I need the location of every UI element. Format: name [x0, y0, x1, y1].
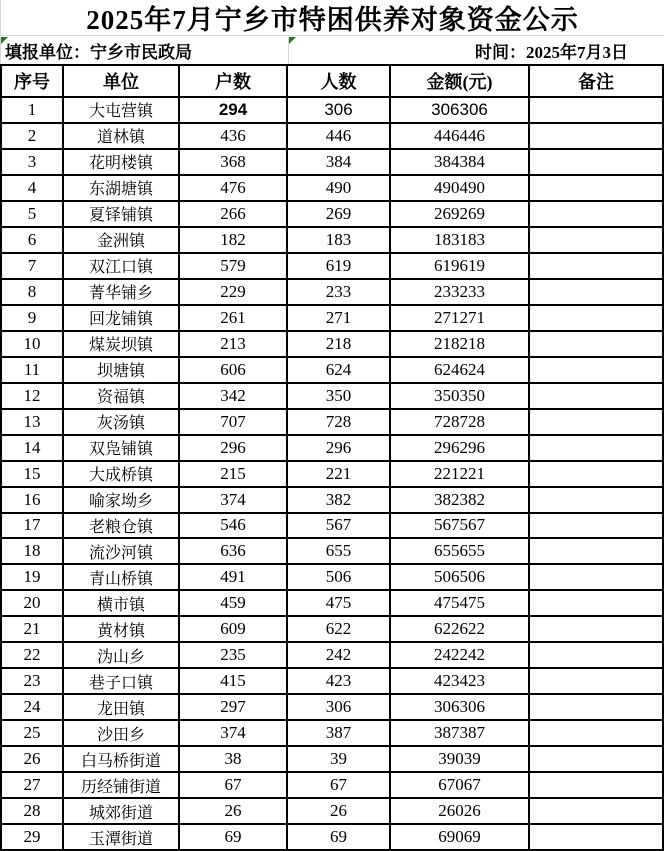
- cell-seq: 24: [2, 695, 64, 719]
- cell-unit: 夏铎铺镇: [64, 202, 180, 226]
- cell-unit: 横市镇: [64, 591, 180, 615]
- cell-people: 384: [288, 150, 391, 174]
- table-row: [2, 436, 662, 462]
- table-row: [2, 280, 662, 306]
- cell-amount: 655655: [391, 539, 530, 563]
- cell-unit: 沩山乡: [64, 643, 180, 667]
- cell-households: 459: [180, 591, 288, 615]
- cell-seq: 23: [2, 669, 64, 693]
- cell-amount: 296296: [391, 436, 530, 460]
- cell-unit: 双江口镇: [64, 254, 180, 278]
- cell-seq: 9: [2, 306, 64, 330]
- cell-people: 490: [288, 176, 391, 200]
- cell-remark: [530, 150, 662, 174]
- cell-households: 213: [180, 332, 288, 356]
- cell-amount: 39039: [391, 747, 530, 771]
- cell-amount: 387387: [391, 721, 530, 745]
- table-row: [2, 721, 662, 747]
- table-row: [2, 695, 662, 721]
- cell-households: 182: [180, 228, 288, 252]
- cell-people: 271: [288, 306, 391, 330]
- cell-households: 215: [180, 462, 288, 486]
- cell-people: 67: [288, 773, 391, 797]
- cell-remark: [530, 617, 662, 641]
- cell-people: 218: [288, 332, 391, 356]
- cell-unit: 灰汤镇: [64, 410, 180, 434]
- table-row: [2, 228, 662, 254]
- cell-households: 579: [180, 254, 288, 278]
- cell-households: 296: [180, 436, 288, 460]
- cell-people: 269: [288, 202, 391, 226]
- cell-unit: 花明楼镇: [64, 150, 180, 174]
- cell-remark: [530, 228, 662, 252]
- cell-remark: [530, 695, 662, 719]
- cell-amount: 271271: [391, 306, 530, 330]
- header-people: 人数: [288, 66, 391, 96]
- cell-people: 306: [288, 695, 391, 719]
- cell-unit: 东湖塘镇: [64, 176, 180, 200]
- cell-seq: 26: [2, 747, 64, 771]
- cell-people: 655: [288, 539, 391, 563]
- cell-seq: 15: [2, 462, 64, 486]
- cell-households: 261: [180, 306, 288, 330]
- cell-amount: 218218: [391, 332, 530, 356]
- cell-people: 567: [288, 514, 391, 538]
- cell-households: 636: [180, 539, 288, 563]
- cell-error-triangle-icon: [289, 37, 296, 44]
- cell-seq: 8: [2, 280, 64, 304]
- cell-seq: 22: [2, 643, 64, 667]
- cell-seq: 2: [2, 124, 64, 148]
- cell-error-triangle-icon: [1, 37, 8, 44]
- cell-people: 221: [288, 462, 391, 486]
- cell-unit: 黄材镇: [64, 617, 180, 641]
- cell-remark: [530, 773, 662, 797]
- cell-unit: 回龙铺镇: [64, 306, 180, 330]
- cell-people: 296: [288, 436, 391, 460]
- cell-remark: [530, 747, 662, 771]
- cell-remark: [530, 202, 662, 226]
- cell-people: 69: [288, 825, 391, 849]
- cell-unit: 煤炭坝镇: [64, 332, 180, 356]
- cell-amount: 183183: [391, 228, 530, 252]
- cell-people: 506: [288, 565, 391, 589]
- cell-unit: 菁华铺乡: [64, 280, 180, 304]
- cell-seq: 18: [2, 539, 64, 563]
- cell-households: 606: [180, 358, 288, 382]
- cell-seq: 27: [2, 773, 64, 797]
- cell-households: 26: [180, 799, 288, 823]
- cell-remark: [530, 591, 662, 615]
- cell-households: 374: [180, 488, 288, 512]
- cell-households: 297: [180, 695, 288, 719]
- cell-seq: 5: [2, 202, 64, 226]
- header-households: 户数: [180, 66, 288, 96]
- cell-remark: [530, 176, 662, 200]
- cell-remark: [530, 358, 662, 382]
- cell-remark: [530, 799, 662, 823]
- cell-unit: 老粮仓镇: [64, 514, 180, 538]
- table-row: [2, 669, 662, 695]
- cell-people: 423: [288, 669, 391, 693]
- cell-people: 387: [288, 721, 391, 745]
- cell-households: 69: [180, 825, 288, 849]
- cell-people: 39: [288, 747, 391, 771]
- fund-table: [0, 64, 664, 851]
- table-row: [2, 773, 662, 799]
- cell-seq: 14: [2, 436, 64, 460]
- cell-unit: 大屯营镇: [64, 98, 180, 122]
- cell-people: 382: [288, 488, 391, 512]
- cell-remark: [530, 462, 662, 486]
- info-band: [0, 36, 664, 64]
- cell-people: 619: [288, 254, 391, 278]
- cell-remark: [530, 825, 662, 849]
- cell-people: 728: [288, 410, 391, 434]
- cell-remark: [530, 488, 662, 512]
- cell-amount: 233233: [391, 280, 530, 304]
- table-row: [2, 124, 662, 150]
- cell-people: 306: [288, 98, 391, 122]
- cell-unit: 城郊街道: [64, 799, 180, 823]
- table-row: [2, 565, 662, 591]
- cell-households: 491: [180, 565, 288, 589]
- cell-remark: [530, 539, 662, 563]
- cell-remark: [530, 721, 662, 745]
- cell-seq: 16: [2, 488, 64, 512]
- cell-amount: 475475: [391, 591, 530, 615]
- cell-households: 374: [180, 721, 288, 745]
- cell-unit: 坝塘镇: [64, 358, 180, 382]
- report-unit-label: 填报单位：宁乡市民政局: [5, 42, 192, 62]
- cell-amount: 382382: [391, 488, 530, 512]
- cell-remark: [530, 436, 662, 460]
- cell-households: 707: [180, 410, 288, 434]
- cell-households: 235: [180, 643, 288, 667]
- table-row: [2, 358, 662, 384]
- cell-remark: [530, 124, 662, 148]
- cell-unit: 资福镇: [64, 384, 180, 408]
- cell-unit: 历经铺街道: [64, 773, 180, 797]
- table-row: [2, 98, 662, 124]
- cell-households: 368: [180, 150, 288, 174]
- cell-households: 342: [180, 384, 288, 408]
- table-row: [2, 825, 662, 849]
- table-row: [2, 514, 662, 540]
- page-title: 2025年7月宁乡市特困供养对象资金公示: [0, 0, 664, 36]
- cell-seq: 20: [2, 591, 64, 615]
- cell-amount: 269269: [391, 202, 530, 226]
- cell-amount: 221221: [391, 462, 530, 486]
- table-row: [2, 202, 662, 228]
- table-row: [2, 747, 662, 773]
- cell-amount: 506506: [391, 565, 530, 589]
- cell-unit: 金洲镇: [64, 228, 180, 252]
- cell-amount: 728728: [391, 410, 530, 434]
- cell-seq: 11: [2, 358, 64, 382]
- cell-households: 67: [180, 773, 288, 797]
- cell-unit: 沙田乡: [64, 721, 180, 745]
- cell-amount: 26026: [391, 799, 530, 823]
- cell-amount: 350350: [391, 384, 530, 408]
- table-row: [2, 384, 662, 410]
- cell-remark: [530, 98, 662, 122]
- cell-seq: 4: [2, 176, 64, 200]
- cell-unit: 青山桥镇: [64, 565, 180, 589]
- cell-households: 229: [180, 280, 288, 304]
- header-remark: 备注: [578, 72, 614, 92]
- cell-seq: 1: [2, 98, 64, 122]
- table-row: [2, 150, 662, 176]
- cell-households: 266: [180, 202, 288, 226]
- cell-unit: 流沙河镇: [64, 539, 180, 563]
- cell-amount: 67067: [391, 773, 530, 797]
- cell-people: 622: [288, 617, 391, 641]
- cell-amount: 446446: [391, 124, 530, 148]
- cell-amount: 306306: [391, 695, 530, 719]
- cell-seq: 28: [2, 799, 64, 823]
- cell-unit: 龙田镇: [64, 695, 180, 719]
- cell-remark: [530, 384, 662, 408]
- cell-amount: 567567: [391, 514, 530, 538]
- cell-amount: 69069: [391, 825, 530, 849]
- cell-seq: 29: [2, 825, 64, 849]
- table-row: [2, 254, 662, 280]
- cell-households: 294: [180, 98, 288, 122]
- cell-amount: 384384: [391, 150, 530, 174]
- cell-people: 26: [288, 799, 391, 823]
- cell-remark: [530, 332, 662, 356]
- table-row: [2, 410, 662, 436]
- cell-unit: 玉潭街道: [64, 825, 180, 849]
- cell-seq: 7: [2, 254, 64, 278]
- cell-unit: 道林镇: [64, 124, 180, 148]
- cell-amount: 242242: [391, 643, 530, 667]
- cell-households: 38: [180, 747, 288, 771]
- cell-households: 415: [180, 669, 288, 693]
- cell-seq: 6: [2, 228, 64, 252]
- cell-households: 436: [180, 124, 288, 148]
- table-header-row: [2, 66, 662, 98]
- cell-amount: 423423: [391, 669, 530, 693]
- table-row: [2, 643, 662, 669]
- cell-seq: 13: [2, 410, 64, 434]
- cell-households: 476: [180, 176, 288, 200]
- cell-remark: [530, 669, 662, 693]
- cell-remark: [530, 410, 662, 434]
- cell-remark: [530, 514, 662, 538]
- table-row: [2, 488, 662, 514]
- header-unit: 单位: [64, 66, 180, 96]
- cell-remark: [530, 565, 662, 589]
- cell-people: 624: [288, 358, 391, 382]
- cell-remark: [530, 280, 662, 304]
- cell-remark: [530, 306, 662, 330]
- cell-amount: 622622: [391, 617, 530, 641]
- cell-amount: 306306: [391, 98, 530, 122]
- cell-unit: 喻家坳乡: [64, 488, 180, 512]
- cell-seq: 25: [2, 721, 64, 745]
- cell-seq: 17: [2, 514, 64, 538]
- cell-unit: 双凫铺镇: [64, 436, 180, 460]
- cell-unit: 巷子口镇: [64, 669, 180, 693]
- cell-households: 546: [180, 514, 288, 538]
- cell-unit: 白马桥街道: [64, 747, 180, 771]
- report-time-label: 时间：2025年7月3日: [288, 36, 664, 64]
- cell-seq: 3: [2, 150, 64, 174]
- cell-people: 183: [288, 228, 391, 252]
- cell-seq: 19: [2, 565, 64, 589]
- cell-remark: [530, 643, 662, 667]
- table-row: [2, 591, 662, 617]
- cell-people: 350: [288, 384, 391, 408]
- table-row: [2, 799, 662, 825]
- table-row: [2, 332, 662, 358]
- cell-remark: [530, 254, 662, 278]
- header-seq: 序号: [2, 66, 64, 96]
- table-row: [2, 617, 662, 643]
- cell-people: 475: [288, 591, 391, 615]
- cell-people: 446: [288, 124, 391, 148]
- table-row: [2, 539, 662, 565]
- header-amount: 金额(元): [391, 66, 530, 96]
- table-row: [2, 176, 662, 202]
- cell-seq: 10: [2, 332, 64, 356]
- cell-unit: 大成桥镇: [64, 462, 180, 486]
- cell-amount: 624624: [391, 358, 530, 382]
- cell-people: 233: [288, 280, 391, 304]
- cell-people: 242: [288, 643, 391, 667]
- table-row: [2, 306, 662, 332]
- table-row: [2, 462, 662, 488]
- cell-amount: 490490: [391, 176, 530, 200]
- cell-seq: 21: [2, 617, 64, 641]
- cell-households: 609: [180, 617, 288, 641]
- cell-amount: 619619: [391, 254, 530, 278]
- cell-seq: 12: [2, 384, 64, 408]
